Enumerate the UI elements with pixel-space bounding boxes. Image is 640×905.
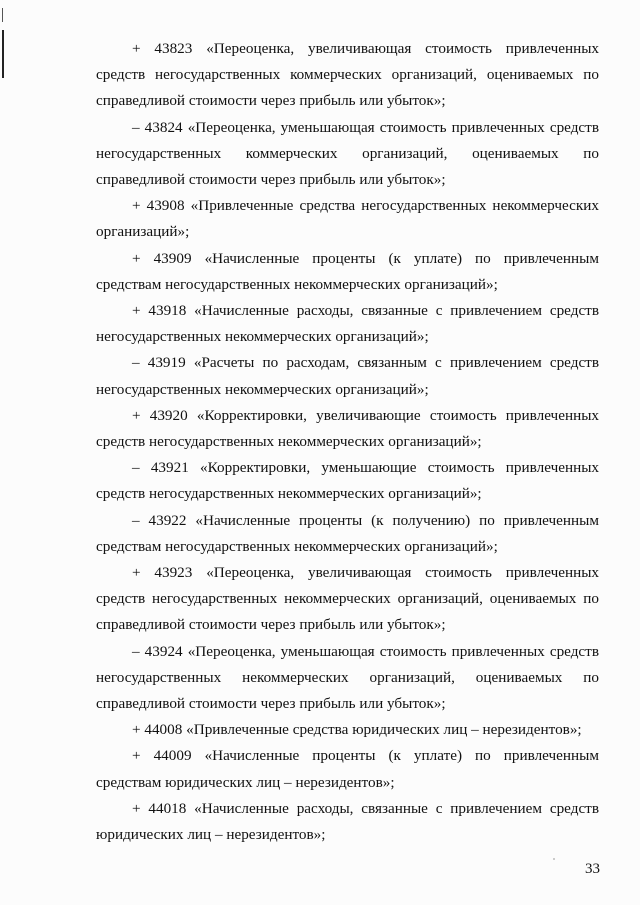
page-number: 33 [585, 861, 600, 877]
account-entry-43823: + 43823 «Переоценка, увеличивающая стоимость привлеченных средств негосударственных коммерческих организаций, оцениваемых по справедливой стоимости через прибыль или убыток»; [96, 40, 599, 110]
account-entry-43824: – 43824 «Переоценка, уменьшающая стоимость привлеченных средств негосударственных коммерческих организаций, оцениваемых по справедливой стоимости через прибыль или убыток»; [96, 118, 599, 189]
account-entry-44008: + 44008 «Привлеченные средства юридических лиц – нерезидентов»; [132, 721, 582, 739]
account-entry-43922: – 43922 «Начисленные проценты (к получению) по привлеченным средствам негосударственных некоммерческих организаций»; [96, 511, 599, 555]
scan-speck [553, 858, 555, 860]
account-entry-43908: + 43908 «Привлеченные средства негосударственных некоммерческих организаций»; [96, 197, 599, 241]
scan-margin-mark [2, 30, 4, 78]
account-entry-43918: + 43918 «Начисленные расходы, связанные с привлечением средств негосударственных некоммерческих организаций»; [96, 302, 599, 346]
account-entry-43924: – 43924 «Переоценка, уменьшающая стоимость привлеченных средств негосударственных некоммерческих организаций, оцениваемых по справедливой стоимости через прибыль или убыток»; [96, 642, 599, 713]
account-entry-44009: + 44009 «Начисленные проценты (к уплате) по привлеченным средствам юридических лиц – нерезидентов»; [96, 747, 599, 791]
account-entry-43909: + 43909 «Начисленные проценты (к уплате) по привлеченным средствам негосударственных некоммерческих организаций»; [96, 249, 599, 293]
account-entry-44018: + 44018 «Начисленные расходы, связанные с привлечением средств юридических лиц – нерезидентов»; [96, 799, 599, 844]
account-entry-43919: – 43919 «Расчеты по расходам, связанным с привлечением средств негосударственных некоммерческих организаций»; [96, 354, 599, 398]
scan-margin-tick [2, 8, 3, 22]
account-entry-43920: + 43920 «Корректировки, увеличивающие стоимость привлеченных средств негосударственных некоммерческих организаций»; [96, 406, 599, 451]
account-entry-43923: + 43923 «Переоценка, увеличивающая стоимость привлеченных средств негосударственных некоммерческих организаций, оцениваемых по справедливой стоимости через прибыль или убыток»; [96, 564, 599, 634]
document-body [96, 36, 599, 848]
account-entry-43921: – 43921 «Корректировки, уменьшающие стоимость привлеченных средств негосударственных некоммерческих организаций»; [96, 459, 599, 503]
